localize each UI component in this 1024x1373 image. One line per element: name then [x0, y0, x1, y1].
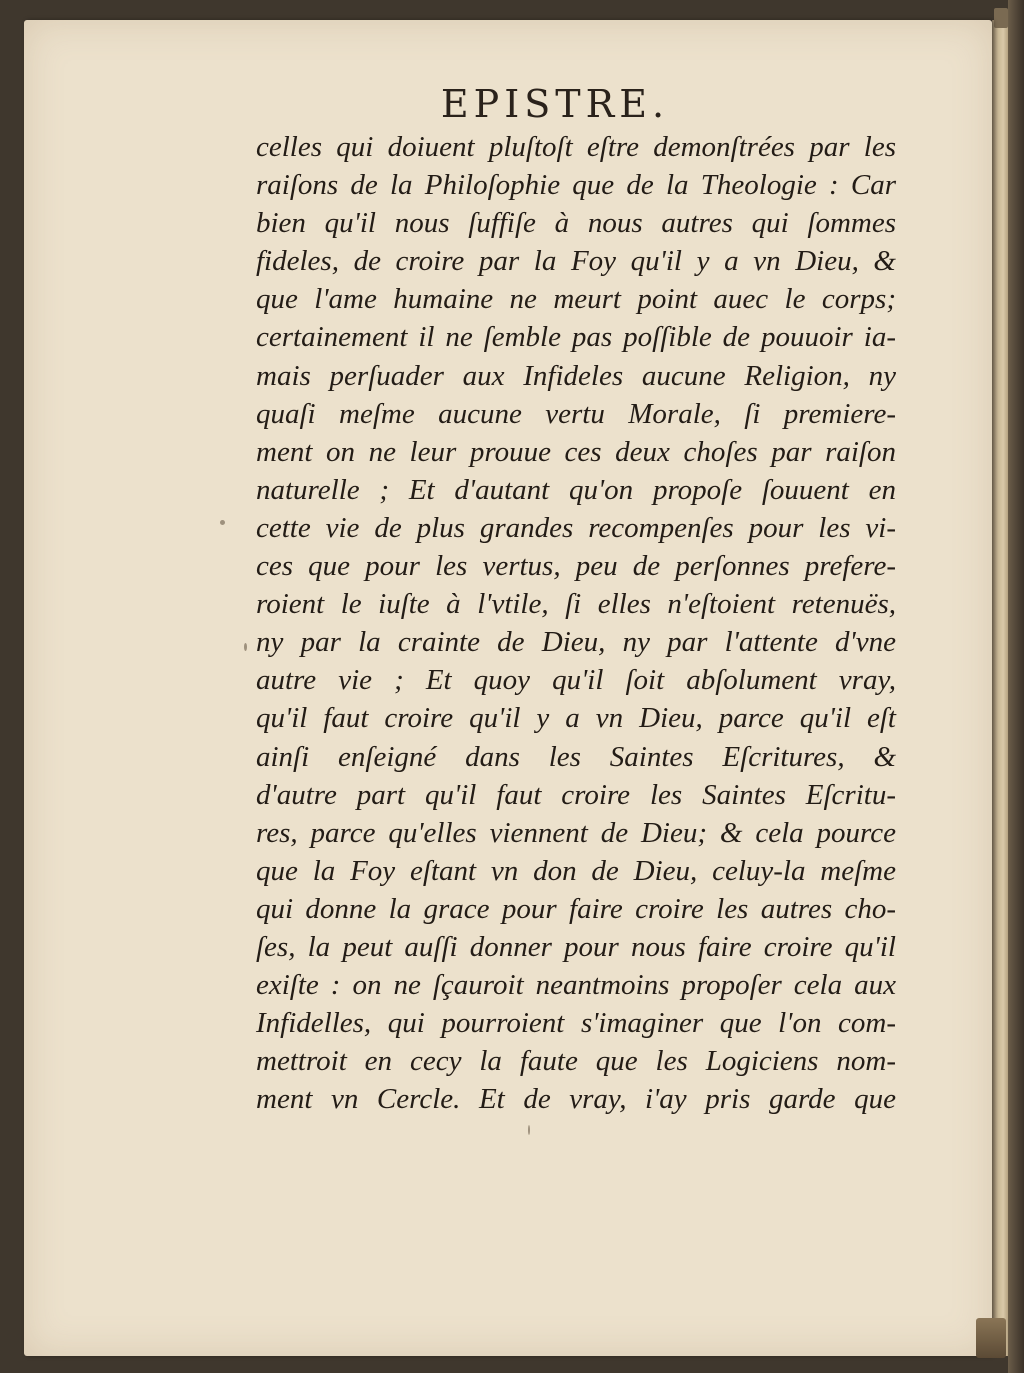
- text-line: ainſi enſeigné dans les Saintes Eſcritures, &: [256, 740, 896, 773]
- page-clip-bottom: [976, 1318, 1006, 1358]
- text-line: que l'ame humaine ne meurt point auec le corps;: [256, 283, 896, 316]
- text-line: naturelle ; Et d'autant qu'on propoſe ſouuent en: [256, 473, 896, 506]
- text-line: d'autre part qu'il faut croire les Saintes Eſcritu-: [256, 778, 896, 811]
- text-line: quaſi meſme aucune vertu Morale, ſi premiere-: [256, 397, 896, 430]
- text-line: ment vn Cercle. Et de vray, i'ay pris garde que: [256, 1083, 896, 1116]
- text-line: qu'il faut croire qu'il y a vn Dieu, parce qu'il eſt: [256, 702, 896, 735]
- text-line: ſes, la peut auſſi donner pour nous faire croire qu'il: [256, 930, 896, 963]
- text-line: ces que pour les vertus, peu de perſonnes prefere-: [256, 550, 896, 583]
- paper-speck: [220, 520, 225, 525]
- body-text: [256, 128, 896, 1118]
- text-line: Infidelles, qui pourroient s'imaginer que l'on com-: [256, 1007, 896, 1040]
- text-line: cette vie de plus grandes recompenſes pour les vi-: [256, 511, 896, 544]
- text-line: mettroit en cecy la faute que les Logiciens nom-: [256, 1045, 896, 1078]
- paper-speck: [528, 1125, 530, 1135]
- text-line: fideles, de croire par la Foy qu'il y a vn Dieu, &: [256, 245, 896, 278]
- book-binding: [1008, 0, 1024, 1373]
- text-line: autre vie ; Et quoy qu'il ſoit abſolument vray,: [256, 664, 896, 697]
- text-line: bien qu'il nous ſuffiſe à nous autres qui ſommes: [256, 207, 896, 240]
- text-line: exiſte : on ne ſçauroit neantmoins propoſer cela aux: [256, 969, 896, 1002]
- text-line: ny par la crainte de Dieu, ny par l'attente d'vne: [256, 626, 896, 659]
- text-line: res, parce qu'elles viennent de Dieu; & cela pource: [256, 816, 896, 849]
- text-line: ment on ne leur prouue ces deux choſes par raiſon: [256, 435, 896, 468]
- text-line: raiſons de la Philoſophie que de la Theologie : Car: [256, 169, 896, 202]
- running-head: EPISTRE.: [440, 82, 670, 126]
- text-line: certainement il ne ſemble pas poſſible de pouuoir ia-: [256, 321, 896, 354]
- text-line: celles qui doiuent pluſtoſt eſtre demonſtrées par les: [256, 131, 896, 163]
- text-line: mais perſuader aux Infideles aucune Religion, ny: [256, 359, 896, 392]
- paper-speck: [244, 643, 247, 651]
- text-line: roient le iuſte à l'vtile, ſi elles n'eſtoient retenuës,: [256, 588, 896, 621]
- page-clip-top: [994, 8, 1008, 28]
- facing-page-edge: [992, 20, 1008, 1356]
- text-line: que la Foy eſtant vn don de Dieu, celuy-la meſme: [256, 854, 896, 887]
- text-line: qui donne la grace pour faire croire les autres cho-: [256, 892, 896, 925]
